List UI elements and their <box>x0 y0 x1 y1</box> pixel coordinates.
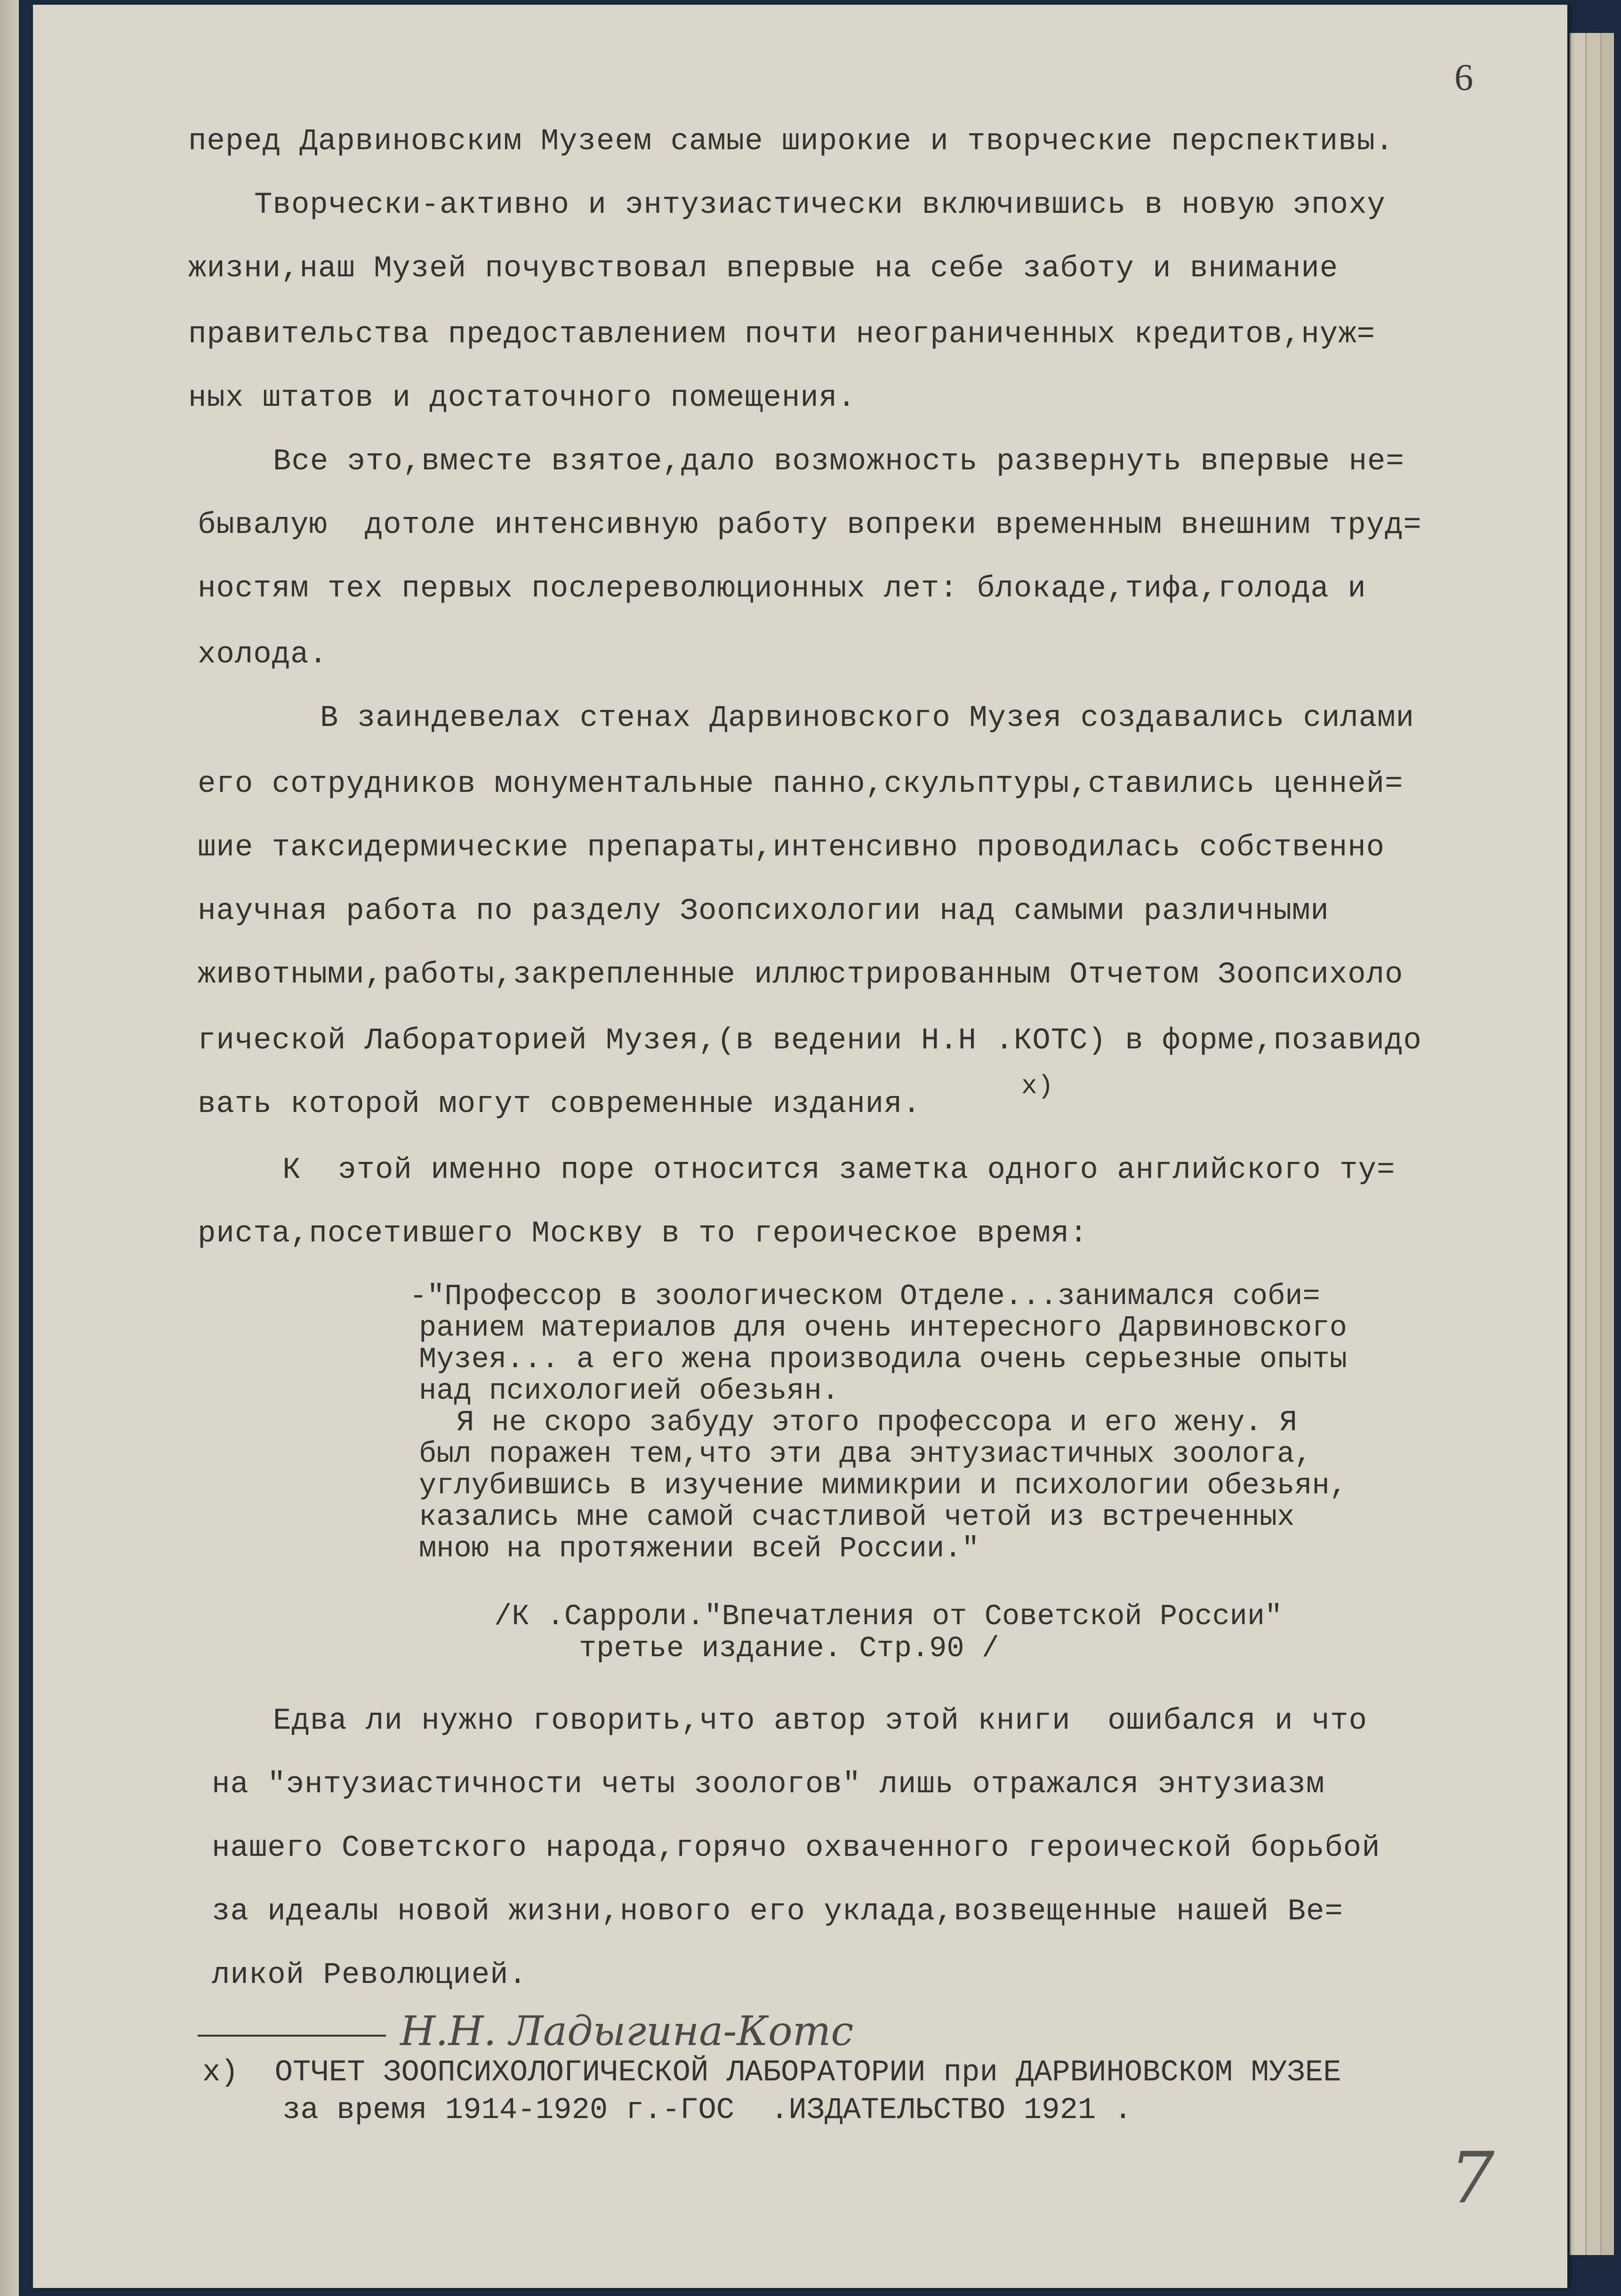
quote-line: был поражен тем,что эти два энтузиастичных зоолога, <box>419 1437 1312 1471</box>
body-line: ных штатов и достаточного помещения. <box>188 381 856 415</box>
sheet-edge <box>1570 33 1585 2255</box>
left-page-edge <box>0 0 19 2296</box>
citation-line: /К .Сарроли."Впечатления от Советской России" <box>494 1600 1283 1633</box>
handwritten-signature: Н.Н. Ладыгина-Котс <box>400 2008 854 2055</box>
footnote-rule <box>198 2035 386 2037</box>
quote-line: углубившись в изучение мимикрии и психологии обезьян, <box>419 1469 1347 1502</box>
quote-line: над психологией обезьян. <box>419 1374 839 1408</box>
body-line: риста,посетившего Москву в то героическое время: <box>198 1217 1088 1251</box>
body-line: его сотрудников монументальные панно,скульптуры,ставились ценней= <box>198 767 1404 801</box>
body-line: ностям тех первых послереволюционных лет: блокаде,тифа,голода и <box>198 572 1366 606</box>
quote-line: -"Профессор в зоологическом Отделе...занимался соби= <box>409 1280 1320 1313</box>
body-line: нашего Советского народа,горячо охваченного героической борьбой <box>212 1831 1380 1865</box>
body-line: перед Дарвиновским Музеем самые широкие и творческие перспективы. <box>188 125 1394 159</box>
body-line: вать которой могут современные издания. <box>198 1088 921 1121</box>
body-line: животными,работы,закрепленные иллюстрированным Отчетом Зоопсихоло <box>198 958 1404 992</box>
footnote-line: за время 1914-1920 г.-ГОС .ИЗДАТЕЛЬСТВО 1921 . <box>282 2094 1132 2127</box>
footnote-line: х) ОТЧЕТ ЗООПСИХОЛОГИЧЕСКОЙ ЛАБОРАТОРИИ при ДАРВИНОВСКОМ МУЗЕЕ <box>202 2056 1341 2090</box>
body-line: научная работа по разделу Зоопсихологии над самыми различными <box>198 894 1329 928</box>
body-line: холода. <box>198 638 328 672</box>
body-line: Едва ли нужно говорить,что автор этой книги ошибался и что <box>273 1704 1367 1738</box>
typed-page <box>33 5 1567 2288</box>
body-line: гической Лабораторией Музея,(в ведении Н.Н .КОТС) в форме,позавидо <box>198 1024 1422 1058</box>
quote-line: ранием материалов для очень интересного Дарвиновского <box>419 1311 1347 1345</box>
quote-line: казались мне самой счастливой четой из встреченных <box>419 1500 1295 1534</box>
page-number: 6 <box>1454 57 1473 98</box>
body-line: правительства предоставлением почти неограниченных кредитов,нуж= <box>188 318 1375 352</box>
quote-line: Музея... а его жена производила очень серьезные опыты <box>419 1343 1347 1376</box>
body-line: В заиндевелах стенах Дарвиновского Музея создавались силами <box>320 701 1414 735</box>
quote-line: Я не скоро забуду этого профессора и его жену. Я <box>457 1406 1297 1439</box>
body-line: жизни,наш Музей почувствовал впервые на себе заботу и внимание <box>188 252 1339 286</box>
handwritten-folio-number: 7 <box>1450 2137 1495 2219</box>
citation-line: третье издание. Стр.90 / <box>579 1632 999 1665</box>
footnote-marker: х) <box>1021 1071 1054 1101</box>
body-line: Творчески-активно и энтузиастически включившись в новую эпоху <box>254 188 1386 222</box>
quote-line: мною на протяжении всей России." <box>419 1532 979 1565</box>
sheet-edge <box>1585 33 1601 2255</box>
body-line: бывалую дотоле интенсивную работу вопреки временным внешним труд= <box>198 508 1422 542</box>
body-line: ликой Революцией. <box>212 1958 527 1992</box>
sheet-edge <box>1600 33 1614 2255</box>
body-line: К этой именно поре относится заметка одного английского ту= <box>282 1153 1396 1187</box>
body-line: за идеалы новой жизни,нового его уклада,возвещенные нашей Ве= <box>212 1895 1343 1929</box>
body-line: Все это,вместе взятое,дало возможность развернуть впервые не= <box>273 445 1404 479</box>
body-line: на "энтузиастичности четы зоологов" лишь отражался энтузиазм <box>212 1768 1325 1802</box>
body-line: шие таксидермические препараты,интенсивно проводилась собственно <box>198 831 1385 865</box>
